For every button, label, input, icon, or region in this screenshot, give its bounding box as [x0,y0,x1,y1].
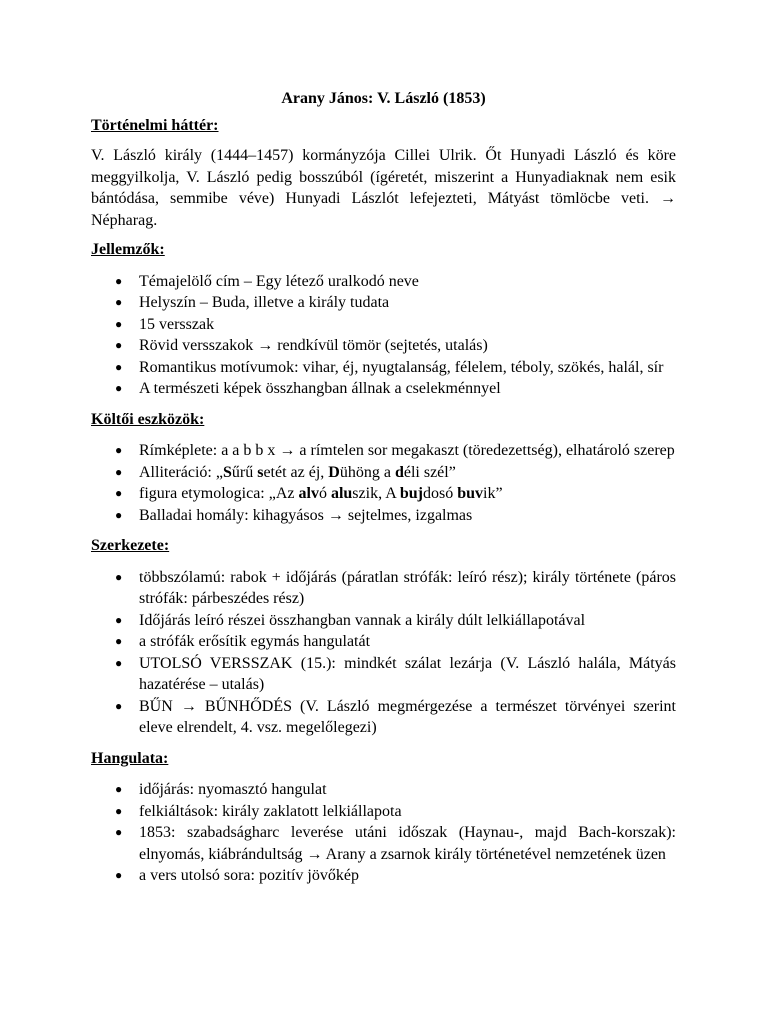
list-item: ● figura etymologica: „Az alvó aluszik, A bujdosó buvik” [91,483,676,505]
bullet-icon: ● [115,569,123,584]
bullet-icon: ● [115,359,123,374]
list-item: ● többszólamú: rabok + időjárás (páratlan strófák: leíró rész); király története (páros strófák: párbeszédes rész) [115,568,676,607]
etymology-root: alv [298,485,319,502]
etymology-root: buv [457,485,484,502]
heading-features: Jellemzők: [91,241,165,258]
etymology-root: buj [399,485,423,502]
bullet-icon: ● [115,612,123,627]
list-item: ● UTOLSÓ VERSSZAK (15.): mindkét szálat lezárja (V. László halála, Mátyás hazatérése – utalás) [115,654,676,693]
list-item: ● Témajelölő cím – Egy létező uralkodó neve [91,271,676,293]
document-title: Arany János: V. László (1853) [281,90,486,107]
list-item: ● A természeti képek összhangban állnak a cselekménnyel [91,378,676,400]
bullet-icon: ● [115,507,123,522]
list-item: ● Rímképlete: a a b b x → a rímtelen sor megakaszt (töredezettség), elhatároló szerep [91,440,676,462]
list-item: ● Balladai homály: kihagyásos → sejtelmes, izgalmas [91,505,676,527]
bullet-icon: ● [115,295,123,309]
mood-list [91,779,676,887]
bullet-icon: ● [115,443,123,457]
bullet-icon: ● [115,338,123,352]
list-item: ● BŰN → BŰNHŐDÉS (V. László megmérgezése a természet törvényei szerint eleve elrendelt, 4. vsz. megelőlegezi) [115,697,676,736]
list-item: ● Alliteráció: „Sűrű setét az éj, Dühöng a déli szél” [91,462,676,484]
bullet-icon: ● [115,464,123,479]
structure-list [91,567,676,739]
bullet-icon: ● [115,655,123,670]
bullet-icon: ● [115,316,123,331]
list-item: ● időjárás: nyomasztó hangulat [91,779,676,801]
background-paragraph: V. László király (1444–1457) kormányzója Cillei Ulrik. Őt Hunyadi László és köre meggyilkolja, V. László pedig bosszúból (ígéretét, miszerint a Hunyadiaknak nem esik bántódása, semmibe véve) Hunyadi Lászlót lefejezteti, Mátyást tömlöcbe veti. → Népharag. [91,147,676,229]
alliteration-letter: S [222,463,232,481]
etymology-root: alu [330,485,353,502]
list-item: ● Rövid versszakok → rendkívül tömör (sejtetés, utalás) [91,335,676,357]
heading-background: Történelmi háttér: [91,116,219,134]
list-item: ● a vers utolsó sora: pozitív jövőkép [91,865,676,887]
alliteration-letter: D [328,463,340,481]
features-list [91,271,676,400]
bullet-icon: ● [115,803,123,818]
heading-mood: Hangulata: [91,749,169,767]
bullet-icon: ● [115,782,123,796]
document-page [91,88,676,896]
list-item: ● felkiáltások: király zaklatott lelkiállapota [91,801,676,823]
bullet-icon: ● [115,868,123,882]
bullet-icon: ● [115,698,123,713]
list-item: ● 1853: szabadságharc leverése utáni időszak (Haynau-, majd Bach-korszak): elnyomás, kiábrándultság → Arany a zsarnok király történetével nemzetének üzen [115,824,676,863]
alliteration-letter: s [257,463,264,481]
list-item: ● Romantikus motívumok: vihar, éj, nyugtalanság, félelem, téboly, szökés, halál, sír [91,357,676,379]
list-item: ● Időjárás leíró részei összhangban vannak a király dúlt lelkiállapotával [91,610,676,632]
list-item: ● 15 versszak [91,314,676,336]
bullet-icon: ● [115,486,123,500]
heading-devices: Költői eszközök: [91,410,205,428]
alliteration-letter: d [394,463,404,481]
devices-list [91,440,676,526]
bullet-icon: ● [115,634,123,648]
bullet-icon: ● [115,381,123,395]
bullet-icon: ● [115,825,123,839]
heading-structure: Szerkezete: [91,537,170,554]
list-item: ● a strófák erősítik egymás hangulatát [91,631,676,653]
list-item: ● Helyszín – Buda, illetve a király tudata [91,292,676,314]
bullet-icon: ● [115,273,123,288]
